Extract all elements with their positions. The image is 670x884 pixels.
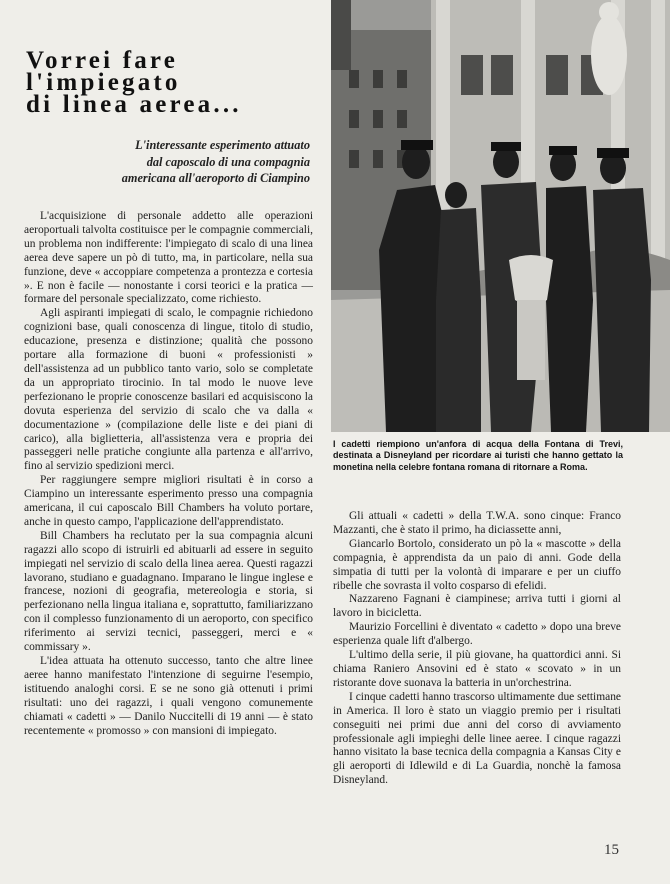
subtitle-line: L'interessante esperimento attuato	[135, 138, 310, 152]
paragraph: L'acquisizione di personale addetto alle operazioni aeroportuali talvolta costituisce per le compagnie commerciali, un problema non indifferente: l'impiegato di scalo di una linea aerea deve sapere un pò di tutto, ma, in particolare, nella sua funzione, deve « accoppiare competenza a prontezza e cortesia ». E non è facile — nonostante i corsi teorici e la pratica — formare del personale specializzato, come richiesto.	[24, 210, 313, 306]
subtitle-line: dal caposcalo di una compagnia	[146, 154, 310, 169]
right-column	[333, 510, 621, 788]
paragraph: L'ultimo della serie, il più giovane, ha quattordici anni. Si chiama Raniero Ansovini ed è stato « scovato » in un ristorante dove suonava la batteria in un'orchestrina.	[333, 649, 621, 689]
photo-caption: I cadetti riempiono un'anfora di acqua della Fontana di Trevi, destinata a Disneyland per ricordare ai turisti che hanno gettato la monetina nella celebre fontana romana di ritornare a Roma.	[333, 439, 623, 472]
title-line: l'impiegato	[26, 69, 181, 96]
left-column	[24, 210, 313, 738]
paragraph: Giancarlo Bortolo, considerato un pò la « mascotte » della compagnia, è apprendista da un paio di anni. Gode della simpatia di tutti per la volontà di imparare e per un ciuffo ribelle che sovrasta il volto cosparso di efelidi.	[333, 537, 621, 592]
article-subtitle	[40, 137, 310, 187]
paragraph: Agli aspiranti impiegati di scalo, le compagnie richiedono cognizioni base, quali conoscenza di lingue, titolo di studio, educazione, presenza e distinzione; qualità che possono portare alla formazione di buoni « professionisti » dell'assistenza ad un pubblico tanto vario, solo se completate da un appropriato tirocinio. In tal modo le nuove leve perfezionano le proprie conoscenze basilari ed acquisiscono la dovuta esperienza del servizio di scalo che va dalla « documentazione » (compilazione delle liste e dei piani di carico), alla biglietteria, all'assistenza vera e propria dei passeggeri nelle pratiche congiunte alla partenza e all'arrivo, fino al servizio spedizioni merci.	[24, 307, 313, 473]
paragraph: I cinque cadetti hanno trascorso ultimamente due settimane in America. Il loro è stato un viaggio premio per i risultati conseguiti nei primi due anni del corso di avviamento professionale agli impieghi delle linee aeree. I cinque ragazzi hanno visitato la base tecnica della compagnia a Kansas City e gli aeroporti di Idlewild e di La Guardia, nonchè la famosa Disneyland.	[333, 690, 621, 787]
trevi-fountain-photo	[331, 0, 670, 432]
article-title	[26, 47, 326, 118]
paragraph: L'idea attuata ha ottenuto successo, tanto che altre linee aeree hanno manifestato l'intenzione di seguirne l'esempio, istituendo analoghi corsi. E se ne sono già ottenuti i primi risultati: uno dei ragazzi, i quali vengono comunemente chiamati « cadetti » — Danilo Nuccitelli di 19 anni — è stato recentemente « promosso » con mansioni di impiegato.	[24, 655, 313, 737]
photo-illustration	[331, 0, 670, 432]
page-number: 15	[604, 842, 619, 858]
paragraph: Nazzareno Fagnani è ciampinese; arriva tutti i giorni al lavoro in bicicletta.	[333, 593, 621, 620]
paragraph: Per raggiungere sempre migliori risultati è in corso a Ciampino un interessante esperimento presso una compagnia americana, il cui caposcalo Bill Chambers ha voluto portare, anche in questo campo, l'applicazione dell'apprendistato.	[24, 474, 313, 528]
paragraph: Gli attuali « cadetti » della T.W.A. sono cinque: Franco Mazzanti, che è stato il primo, ha diciassette anni,	[333, 510, 621, 536]
paragraph: Bill Chambers ha reclutato per la sua compagnia alcuni ragazzi allo scopo di istruirli ed abituarli ad essere in seguito impiegati nel servizio di scalo della linea aerea. Questi ragazzi lavorano, studiano e guadagnano. Imparano le lingue inglese e francese, nozioni di geografia, metereologia e storia, si perfezionano nella lingua italiana e, soprattutto, familiarizzano con il complesso funzionamento di un aeroporto, con specifico riferimento ai servizi tecnici, passeggeri, merci e « commissary ».	[24, 529, 313, 654]
title-line: di linea aerea...	[26, 91, 242, 118]
paragraph: Maurizio Forcellini è diventato « cadetto » dopo una breve esperienza quale lift d'albergo.	[333, 621, 621, 648]
title-line: Vorrei fare	[26, 47, 179, 74]
subtitle-line: americana all'aeroporto di Ciampino	[121, 171, 310, 185]
